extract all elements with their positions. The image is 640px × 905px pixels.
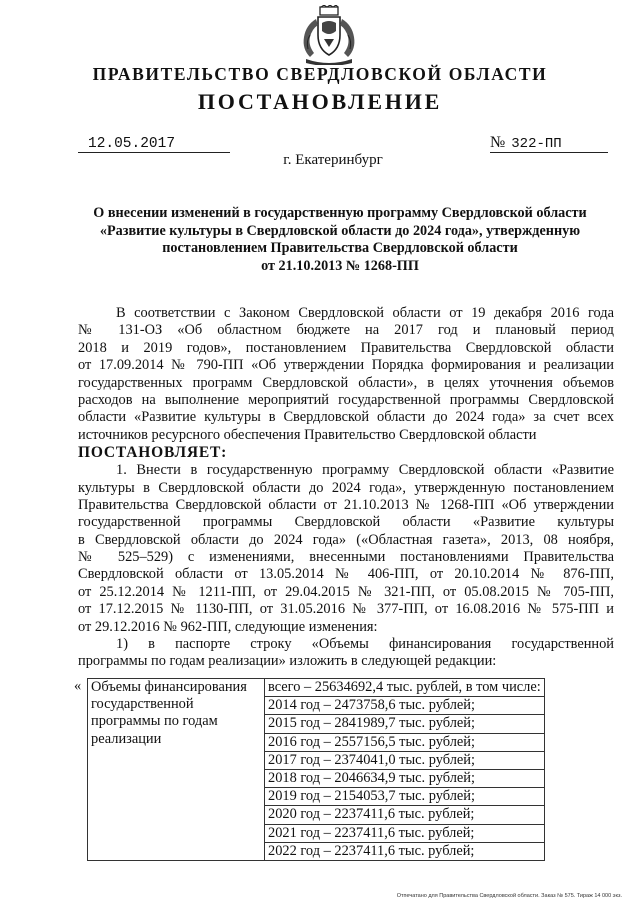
decree-body (78, 305, 614, 671)
funding-year: 2019 год – 2154053,7 тыс. рублей; (265, 788, 544, 806)
item1-line: в Свердловской области до 2024 года» («Областная газета», 2013, 08 ноября, (78, 531, 614, 548)
item1-line: от 29.12.2016 № 962-ПП, следующие изменения: (78, 618, 378, 635)
title-line: постановлением Правительства Свердловской области (162, 240, 518, 256)
preamble-line: от 17.09.2014 № 790-ПП «Об утверждении Порядка формирования и реализации (78, 357, 614, 374)
item1-line: Правительства Свердловской области от 21.10.2013 № 1268-ПП «Об утверждении (78, 496, 614, 513)
funding-table (87, 678, 545, 861)
funding-year: 2017 год – 2374041,0 тыс. рублей; (265, 752, 544, 770)
item1-line: 1. Внести в государственную программу Свердловской области «Развитие (116, 462, 614, 479)
funding-label-cell (88, 679, 265, 861)
funding-year: 2021 год – 2237411,6 тыс. рублей; (265, 825, 544, 843)
funding-year: 2014 год – 2473758,6 тыс. рублей; (265, 697, 544, 715)
preamble-line: области «Развитие культуры в Свердловской области до 2024 года» за счет всех (78, 409, 614, 426)
decree-date: 12.05.2017 (78, 136, 230, 153)
subitem1-line: программы по годам реализации» изложить в следующей редакции: (78, 653, 497, 670)
title-line: О внесении изменений в государственную программу Свердловской области (93, 205, 587, 221)
item1-line: № 525–529) с изменениями, внесенными постановлениями Правительства (78, 549, 614, 566)
funding-year: 2018 год – 2046634,9 тыс. рублей; (265, 770, 544, 788)
document-type: ПОСТАНОВЛЕНИЕ (197, 89, 443, 114)
preamble-line: государственных программ Свердловской области», в целях уточнения объемов (78, 374, 614, 391)
label-line: программы по годам (91, 713, 218, 730)
funding-year: 2022 год – 2237411,6 тыс. рублей; (268, 842, 475, 859)
city: г. Екатеринбург (283, 152, 383, 168)
government-name: ПРАВИТЕЛЬСТВО СВЕРДЛОВСКОЙ ОБЛАСТИ (92, 64, 548, 84)
funding-values-cell (265, 679, 545, 861)
funding-year: 2016 год – 2557156,5 тыс. рублей; (265, 734, 544, 752)
preamble-line: 2018 и 2019 годов», постановлением Правительства Свердловской области (78, 339, 614, 356)
funding-year: 2015 год – 2841989,7 тыс. рублей; (265, 715, 544, 733)
item1-line: культуры в Свердловской области до 2024 года», утвержденную постановлением (78, 479, 614, 496)
label-line: Объемы финансирования (91, 679, 247, 695)
resolves-heading: ПОСТАНОВЛЯЕТ: (78, 444, 228, 462)
number-value: 322-ПП (511, 136, 562, 152)
item1-line: от 17.12.2015 № 1130-ПП, от 31.05.2016 № 377-ПП, от 16.08.2016 № 575-ПП и (78, 601, 614, 618)
print-footer: Отпечатано для Правительства Свердловской области. Заказ № 575. Тираж 14 000 экз. (396, 893, 622, 899)
preamble-line: В соответствии с Законом Свердловской области от 19 декабря 2016 года (116, 305, 614, 321)
funding-year: 2020 год – 2237411,6 тыс. рублей; (265, 806, 544, 824)
preamble-line: источников ресурсного обеспечения Правительство Свердловской области (78, 426, 537, 443)
funding-total: всего – 25634692,4 тыс. рублей, в том числе: (265, 679, 544, 697)
item1-line: Свердловской области от 13.05.2014 № 406-ПП, от 20.10.2014 № 876-ПП, (78, 566, 614, 583)
opening-quote: « (74, 678, 82, 694)
coat-of-arms-icon (298, 5, 360, 65)
number-sign: № (490, 134, 506, 151)
subitem1-line: 1) в паспорте строку «Объемы финансирования государственной (116, 636, 614, 653)
preamble-line: № 131-ОЗ «Об областном бюджете на 2017 год и плановый период (78, 322, 614, 339)
item1-line: государственной программы Свердловской области «Развитие культуры (78, 514, 614, 531)
title-line: «Развитие культуры в Свердловской области до 2024 года», утвержденную (99, 222, 581, 239)
title-line: от 21.10.2013 № 1268-ПП (261, 257, 419, 274)
label-line: государственной (91, 696, 194, 713)
preamble-line: расходов на выполнение мероприятий государственной программы Свердловской (78, 391, 614, 408)
decree-number (490, 134, 608, 153)
item1-line: от 25.12.2014 № 1211-ПП, от 29.04.2015 № 321-ПП, от 05.08.2015 № 705-ПП, (78, 583, 614, 600)
label-line: реализации (91, 730, 162, 747)
decree-title (60, 205, 620, 275)
table-row (88, 679, 545, 861)
